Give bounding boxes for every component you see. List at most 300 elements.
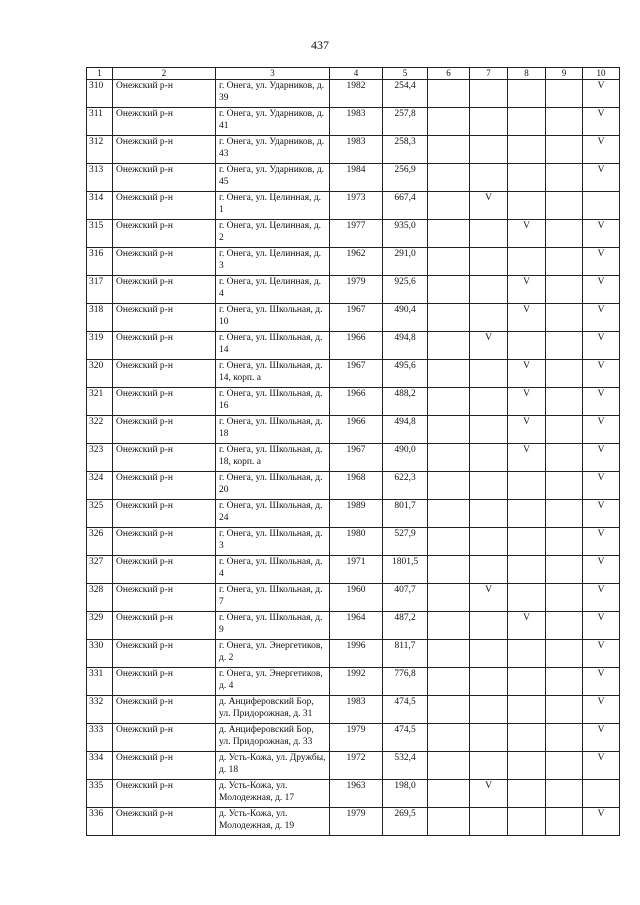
column-9-mark-cell — [546, 136, 583, 164]
year-cell: 1967 — [330, 360, 383, 388]
column-6-mark-cell — [428, 332, 470, 360]
column-9-mark-cell — [546, 360, 583, 388]
district-cell: Онежский р-н — [113, 556, 216, 584]
column-header: 10 — [583, 68, 620, 80]
area-cell: 488,2 — [383, 388, 428, 416]
row-number-cell: 328 — [87, 584, 113, 612]
address-cell: г. Онега, ул. Целинная, д. 1 — [216, 192, 330, 220]
column-6-mark-cell — [428, 248, 470, 276]
table-row — [87, 640, 620, 668]
column-9-mark-cell — [546, 332, 583, 360]
row-number-cell: 330 — [87, 640, 113, 668]
row-number-cell: 326 — [87, 528, 113, 556]
row-number-cell: 336 — [87, 808, 113, 836]
address-cell: г. Онега, ул. Ударников, д. 43 — [216, 136, 330, 164]
year-cell: 1960 — [330, 584, 383, 612]
column-10-mark-cell: V — [583, 640, 620, 668]
table-row — [87, 780, 620, 808]
column-7-mark-cell: V — [470, 584, 508, 612]
district-cell: Онежский р-н — [113, 696, 216, 724]
column-10-mark-cell: V — [583, 416, 620, 444]
column-header: 1 — [87, 68, 113, 80]
area-cell: 257,8 — [383, 108, 428, 136]
area-cell: 532,4 — [383, 752, 428, 780]
column-10-mark-cell: V — [583, 696, 620, 724]
table-row — [87, 584, 620, 612]
column-7-mark-cell — [470, 360, 508, 388]
table-row — [87, 220, 620, 248]
column-10-mark-cell: V — [583, 220, 620, 248]
column-7-mark-cell — [470, 220, 508, 248]
row-number-cell: 333 — [87, 724, 113, 752]
column-header: 5 — [383, 68, 428, 80]
row-number-cell: 319 — [87, 332, 113, 360]
address-cell: г. Онега, ул. Целинная, д. 3 — [216, 248, 330, 276]
address-cell: г. Онега, ул. Школьная, д. 16 — [216, 388, 330, 416]
area-cell: 925,6 — [383, 276, 428, 304]
year-cell: 1979 — [330, 276, 383, 304]
table-row — [87, 304, 620, 332]
district-cell: Онежский р-н — [113, 640, 216, 668]
column-10-mark-cell: V — [583, 388, 620, 416]
table-row — [87, 360, 620, 388]
address-cell: г. Онега, ул. Ударников, д. 39 — [216, 80, 330, 108]
area-cell: 667,4 — [383, 192, 428, 220]
column-10-mark-cell: V — [583, 724, 620, 752]
year-cell: 1982 — [330, 80, 383, 108]
year-cell: 1979 — [330, 808, 383, 836]
column-6-mark-cell — [428, 472, 470, 500]
area-cell: 487,2 — [383, 612, 428, 640]
district-cell: Онежский р-н — [113, 304, 216, 332]
column-6-mark-cell — [428, 304, 470, 332]
column-header: 2 — [113, 68, 216, 80]
table-row — [87, 192, 620, 220]
column-7-mark-cell — [470, 500, 508, 528]
column-6-mark-cell — [428, 192, 470, 220]
column-7-mark-cell — [470, 164, 508, 192]
column-7-mark-cell: V — [470, 332, 508, 360]
column-8-mark-cell — [508, 808, 546, 836]
column-6-mark-cell — [428, 724, 470, 752]
address-cell: г. Онега, ул. Целинная, д. 4 — [216, 276, 330, 304]
column-7-mark-cell — [470, 612, 508, 640]
district-cell: Онежский р-н — [113, 780, 216, 808]
column-7-mark-cell — [470, 248, 508, 276]
area-cell: 811,7 — [383, 640, 428, 668]
year-cell: 1996 — [330, 640, 383, 668]
row-number-cell: 320 — [87, 360, 113, 388]
column-7-mark-cell — [470, 388, 508, 416]
district-cell: Онежский р-н — [113, 276, 216, 304]
area-cell: 269,5 — [383, 808, 428, 836]
year-cell: 1973 — [330, 192, 383, 220]
year-cell: 1967 — [330, 444, 383, 472]
row-number-cell: 335 — [87, 780, 113, 808]
table-row — [87, 248, 620, 276]
column-6-mark-cell — [428, 164, 470, 192]
year-cell: 1983 — [330, 696, 383, 724]
table-row — [87, 752, 620, 780]
table-row — [87, 808, 620, 836]
column-7-mark-cell — [470, 276, 508, 304]
address-cell: г. Онега, ул. Энергетиков, д. 4 — [216, 668, 330, 696]
area-cell: 801,7 — [383, 500, 428, 528]
year-cell: 1972 — [330, 752, 383, 780]
district-cell: Онежский р-н — [113, 332, 216, 360]
column-9-mark-cell — [546, 276, 583, 304]
row-number-cell: 310 — [87, 80, 113, 108]
table-row — [87, 276, 620, 304]
area-cell: 935,0 — [383, 220, 428, 248]
address-cell: г. Онега, ул. Школьная, д. 24 — [216, 500, 330, 528]
column-9-mark-cell — [546, 780, 583, 808]
area-cell: 291,0 — [383, 248, 428, 276]
area-cell: 198,0 — [383, 780, 428, 808]
year-cell: 1968 — [330, 472, 383, 500]
column-6-mark-cell — [428, 752, 470, 780]
address-cell: д. Анциферовский Бор, ул. Придорожная, д. 31 — [216, 696, 330, 724]
column-6-mark-cell — [428, 696, 470, 724]
area-cell: 474,5 — [383, 696, 428, 724]
column-10-mark-cell — [583, 780, 620, 808]
address-cell: д. Усть-Кожа, ул. Молодежная, д. 19 — [216, 808, 330, 836]
column-9-mark-cell — [546, 612, 583, 640]
year-cell: 1966 — [330, 416, 383, 444]
column-header: 6 — [428, 68, 470, 80]
column-9-mark-cell — [546, 304, 583, 332]
area-cell: 407,7 — [383, 584, 428, 612]
table-row — [87, 444, 620, 472]
column-8-mark-cell — [508, 80, 546, 108]
row-number-cell: 324 — [87, 472, 113, 500]
area-cell: 254,4 — [383, 80, 428, 108]
column-9-mark-cell — [546, 388, 583, 416]
address-cell: г. Онега, ул. Школьная, д. 18 — [216, 416, 330, 444]
area-cell: 490,0 — [383, 444, 428, 472]
address-cell: д. Анциферовский Бор, ул. Придорожная, д. 33 — [216, 724, 330, 752]
column-7-mark-cell — [470, 528, 508, 556]
column-10-mark-cell: V — [583, 752, 620, 780]
column-6-mark-cell — [428, 668, 470, 696]
row-number-cell: 316 — [87, 248, 113, 276]
column-9-mark-cell — [546, 108, 583, 136]
column-6-mark-cell — [428, 640, 470, 668]
column-10-mark-cell: V — [583, 248, 620, 276]
district-cell: Онежский р-н — [113, 388, 216, 416]
address-cell: г. Онега, ул. Школьная, д. 14 — [216, 332, 330, 360]
area-cell: 256,9 — [383, 164, 428, 192]
column-8-mark-cell — [508, 528, 546, 556]
column-7-mark-cell — [470, 416, 508, 444]
year-cell: 1979 — [330, 724, 383, 752]
table-row — [87, 388, 620, 416]
district-cell: Онежский р-н — [113, 500, 216, 528]
address-cell: г. Онега, ул. Школьная, д. 7 — [216, 584, 330, 612]
column-10-mark-cell: V — [583, 332, 620, 360]
district-cell: Онежский р-н — [113, 612, 216, 640]
table-row — [87, 472, 620, 500]
column-6-mark-cell — [428, 276, 470, 304]
column-header: 8 — [508, 68, 546, 80]
area-cell: 490,4 — [383, 304, 428, 332]
page-number: 437 — [311, 38, 329, 52]
year-cell: 1966 — [330, 332, 383, 360]
column-9-mark-cell — [546, 752, 583, 780]
column-10-mark-cell: V — [583, 304, 620, 332]
column-8-mark-cell — [508, 332, 546, 360]
row-number-cell: 322 — [87, 416, 113, 444]
table-row — [87, 416, 620, 444]
column-9-mark-cell — [546, 808, 583, 836]
column-10-mark-cell: V — [583, 472, 620, 500]
column-6-mark-cell — [428, 612, 470, 640]
column-9-mark-cell — [546, 528, 583, 556]
district-cell: Онежский р-н — [113, 668, 216, 696]
year-cell: 1983 — [330, 108, 383, 136]
column-9-mark-cell — [546, 696, 583, 724]
column-7-mark-cell — [470, 108, 508, 136]
column-7-mark-cell — [470, 556, 508, 584]
column-8-mark-cell — [508, 724, 546, 752]
column-8-mark-cell: V — [508, 220, 546, 248]
column-9-mark-cell — [546, 444, 583, 472]
column-6-mark-cell — [428, 360, 470, 388]
column-9-mark-cell — [546, 164, 583, 192]
row-number-cell: 312 — [87, 136, 113, 164]
column-9-mark-cell — [546, 584, 583, 612]
column-6-mark-cell — [428, 108, 470, 136]
column-10-mark-cell: V — [583, 276, 620, 304]
column-10-mark-cell: V — [583, 500, 620, 528]
district-cell: Онежский р-н — [113, 584, 216, 612]
table-row — [87, 668, 620, 696]
address-cell: г. Онега, ул. Школьная, д. 10 — [216, 304, 330, 332]
row-number-cell: 325 — [87, 500, 113, 528]
column-7-mark-cell — [470, 472, 508, 500]
address-cell: г. Онега, ул. Школьная, д. 18, корп. а — [216, 444, 330, 472]
row-number-cell: 311 — [87, 108, 113, 136]
year-cell: 1963 — [330, 780, 383, 808]
year-cell: 1980 — [330, 528, 383, 556]
column-7-mark-cell — [470, 724, 508, 752]
address-cell: г. Онега, ул. Школьная, д. 14, корп. а — [216, 360, 330, 388]
table-row — [87, 164, 620, 192]
area-cell: 474,5 — [383, 724, 428, 752]
column-10-mark-cell: V — [583, 668, 620, 696]
column-8-mark-cell: V — [508, 444, 546, 472]
address-cell: г. Онега, ул. Школьная, д. 20 — [216, 472, 330, 500]
column-8-mark-cell: V — [508, 416, 546, 444]
area-cell: 494,8 — [383, 416, 428, 444]
column-10-mark-cell: V — [583, 556, 620, 584]
column-6-mark-cell — [428, 500, 470, 528]
district-cell: Онежский р-н — [113, 136, 216, 164]
column-10-mark-cell: V — [583, 612, 620, 640]
column-10-mark-cell: V — [583, 584, 620, 612]
district-cell: Онежский р-н — [113, 724, 216, 752]
column-6-mark-cell — [428, 416, 470, 444]
table-row — [87, 108, 620, 136]
column-7-mark-cell — [470, 640, 508, 668]
column-6-mark-cell — [428, 220, 470, 248]
district-cell: Онежский р-н — [113, 108, 216, 136]
table-row — [87, 500, 620, 528]
column-7-mark-cell — [470, 136, 508, 164]
column-10-mark-cell: V — [583, 136, 620, 164]
column-10-mark-cell: V — [583, 164, 620, 192]
district-cell: Онежский р-н — [113, 164, 216, 192]
district-cell: Онежский р-н — [113, 80, 216, 108]
column-9-mark-cell — [546, 668, 583, 696]
column-10-mark-cell — [583, 192, 620, 220]
table-header-row — [87, 68, 620, 80]
column-7-mark-cell — [470, 668, 508, 696]
district-cell: Онежский р-н — [113, 752, 216, 780]
column-8-mark-cell — [508, 472, 546, 500]
column-10-mark-cell: V — [583, 528, 620, 556]
column-6-mark-cell — [428, 584, 470, 612]
table-row — [87, 528, 620, 556]
column-6-mark-cell — [428, 80, 470, 108]
column-9-mark-cell — [546, 416, 583, 444]
column-10-mark-cell: V — [583, 808, 620, 836]
column-10-mark-cell: V — [583, 80, 620, 108]
table-row — [87, 612, 620, 640]
year-cell: 1971 — [330, 556, 383, 584]
column-7-mark-cell — [470, 752, 508, 780]
column-7-mark-cell — [470, 444, 508, 472]
column-6-mark-cell — [428, 780, 470, 808]
address-cell: г. Онега, ул. Школьная, д. 4 — [216, 556, 330, 584]
column-8-mark-cell — [508, 164, 546, 192]
column-6-mark-cell — [428, 556, 470, 584]
table-row — [87, 556, 620, 584]
column-10-mark-cell: V — [583, 444, 620, 472]
column-7-mark-cell — [470, 696, 508, 724]
address-cell: г. Онега, ул. Школьная, д. 9 — [216, 612, 330, 640]
year-cell: 1964 — [330, 612, 383, 640]
column-8-mark-cell — [508, 696, 546, 724]
address-cell: г. Онега, ул. Энергетиков, д. 2 — [216, 640, 330, 668]
district-cell: Онежский р-н — [113, 360, 216, 388]
table-row — [87, 724, 620, 752]
column-8-mark-cell — [508, 136, 546, 164]
year-cell: 1989 — [330, 500, 383, 528]
table-row — [87, 696, 620, 724]
district-cell: Онежский р-н — [113, 808, 216, 836]
column-8-mark-cell — [508, 752, 546, 780]
address-cell: г. Онега, ул. Целинная, д. 2 — [216, 220, 330, 248]
column-8-mark-cell — [508, 248, 546, 276]
column-8-mark-cell: V — [508, 304, 546, 332]
row-number-cell: 331 — [87, 668, 113, 696]
area-cell: 258,3 — [383, 136, 428, 164]
column-9-mark-cell — [546, 80, 583, 108]
area-cell: 495,6 — [383, 360, 428, 388]
column-8-mark-cell — [508, 500, 546, 528]
address-cell: г. Онега, ул. Ударников, д. 41 — [216, 108, 330, 136]
area-cell: 776,8 — [383, 668, 428, 696]
column-7-mark-cell — [470, 80, 508, 108]
area-cell: 622,3 — [383, 472, 428, 500]
column-8-mark-cell — [508, 668, 546, 696]
row-number-cell: 334 — [87, 752, 113, 780]
district-cell: Онежский р-н — [113, 472, 216, 500]
district-cell: Онежский р-н — [113, 220, 216, 248]
column-6-mark-cell — [428, 528, 470, 556]
district-cell: Онежский р-н — [113, 444, 216, 472]
column-header: 4 — [330, 68, 383, 80]
year-cell: 1983 — [330, 136, 383, 164]
column-7-mark-cell — [470, 304, 508, 332]
row-number-cell: 321 — [87, 388, 113, 416]
row-number-cell: 318 — [87, 304, 113, 332]
column-8-mark-cell: V — [508, 276, 546, 304]
year-cell: 1977 — [330, 220, 383, 248]
column-7-mark-cell — [470, 808, 508, 836]
year-cell: 1992 — [330, 668, 383, 696]
district-cell: Онежский р-н — [113, 528, 216, 556]
address-cell: г. Онега, ул. Ударников, д. 45 — [216, 164, 330, 192]
row-number-cell: 332 — [87, 696, 113, 724]
year-cell: 1967 — [330, 304, 383, 332]
year-cell: 1962 — [330, 248, 383, 276]
column-header: 7 — [470, 68, 508, 80]
address-cell: г. Онега, ул. Школьная, д. 3 — [216, 528, 330, 556]
row-number-cell: 327 — [87, 556, 113, 584]
area-cell: 1801,5 — [383, 556, 428, 584]
column-8-mark-cell — [508, 192, 546, 220]
column-9-mark-cell — [546, 640, 583, 668]
column-8-mark-cell: V — [508, 388, 546, 416]
column-7-mark-cell: V — [470, 192, 508, 220]
column-9-mark-cell — [546, 220, 583, 248]
column-8-mark-cell — [508, 640, 546, 668]
year-cell: 1984 — [330, 164, 383, 192]
column-9-mark-cell — [546, 556, 583, 584]
column-6-mark-cell — [428, 136, 470, 164]
column-8-mark-cell — [508, 108, 546, 136]
column-6-mark-cell — [428, 808, 470, 836]
row-number-cell: 329 — [87, 612, 113, 640]
area-cell: 527,9 — [383, 528, 428, 556]
column-6-mark-cell — [428, 444, 470, 472]
district-cell: Онежский р-н — [113, 192, 216, 220]
column-8-mark-cell: V — [508, 360, 546, 388]
row-number-cell: 317 — [87, 276, 113, 304]
area-cell: 494,8 — [383, 332, 428, 360]
year-cell: 1966 — [330, 388, 383, 416]
column-header: 9 — [546, 68, 583, 80]
row-number-cell: 314 — [87, 192, 113, 220]
row-number-cell: 323 — [87, 444, 113, 472]
table-row — [87, 136, 620, 164]
address-cell: д. Усть-Кожа, ул. Дружбы, д. 18 — [216, 752, 330, 780]
column-6-mark-cell — [428, 388, 470, 416]
registry-table — [86, 67, 620, 836]
column-9-mark-cell — [546, 472, 583, 500]
column-9-mark-cell — [546, 192, 583, 220]
column-9-mark-cell — [546, 724, 583, 752]
column-8-mark-cell — [508, 556, 546, 584]
column-8-mark-cell: V — [508, 612, 546, 640]
column-9-mark-cell — [546, 248, 583, 276]
column-10-mark-cell: V — [583, 360, 620, 388]
district-cell: Онежский р-н — [113, 248, 216, 276]
table-row — [87, 80, 620, 108]
row-number-cell: 315 — [87, 220, 113, 248]
